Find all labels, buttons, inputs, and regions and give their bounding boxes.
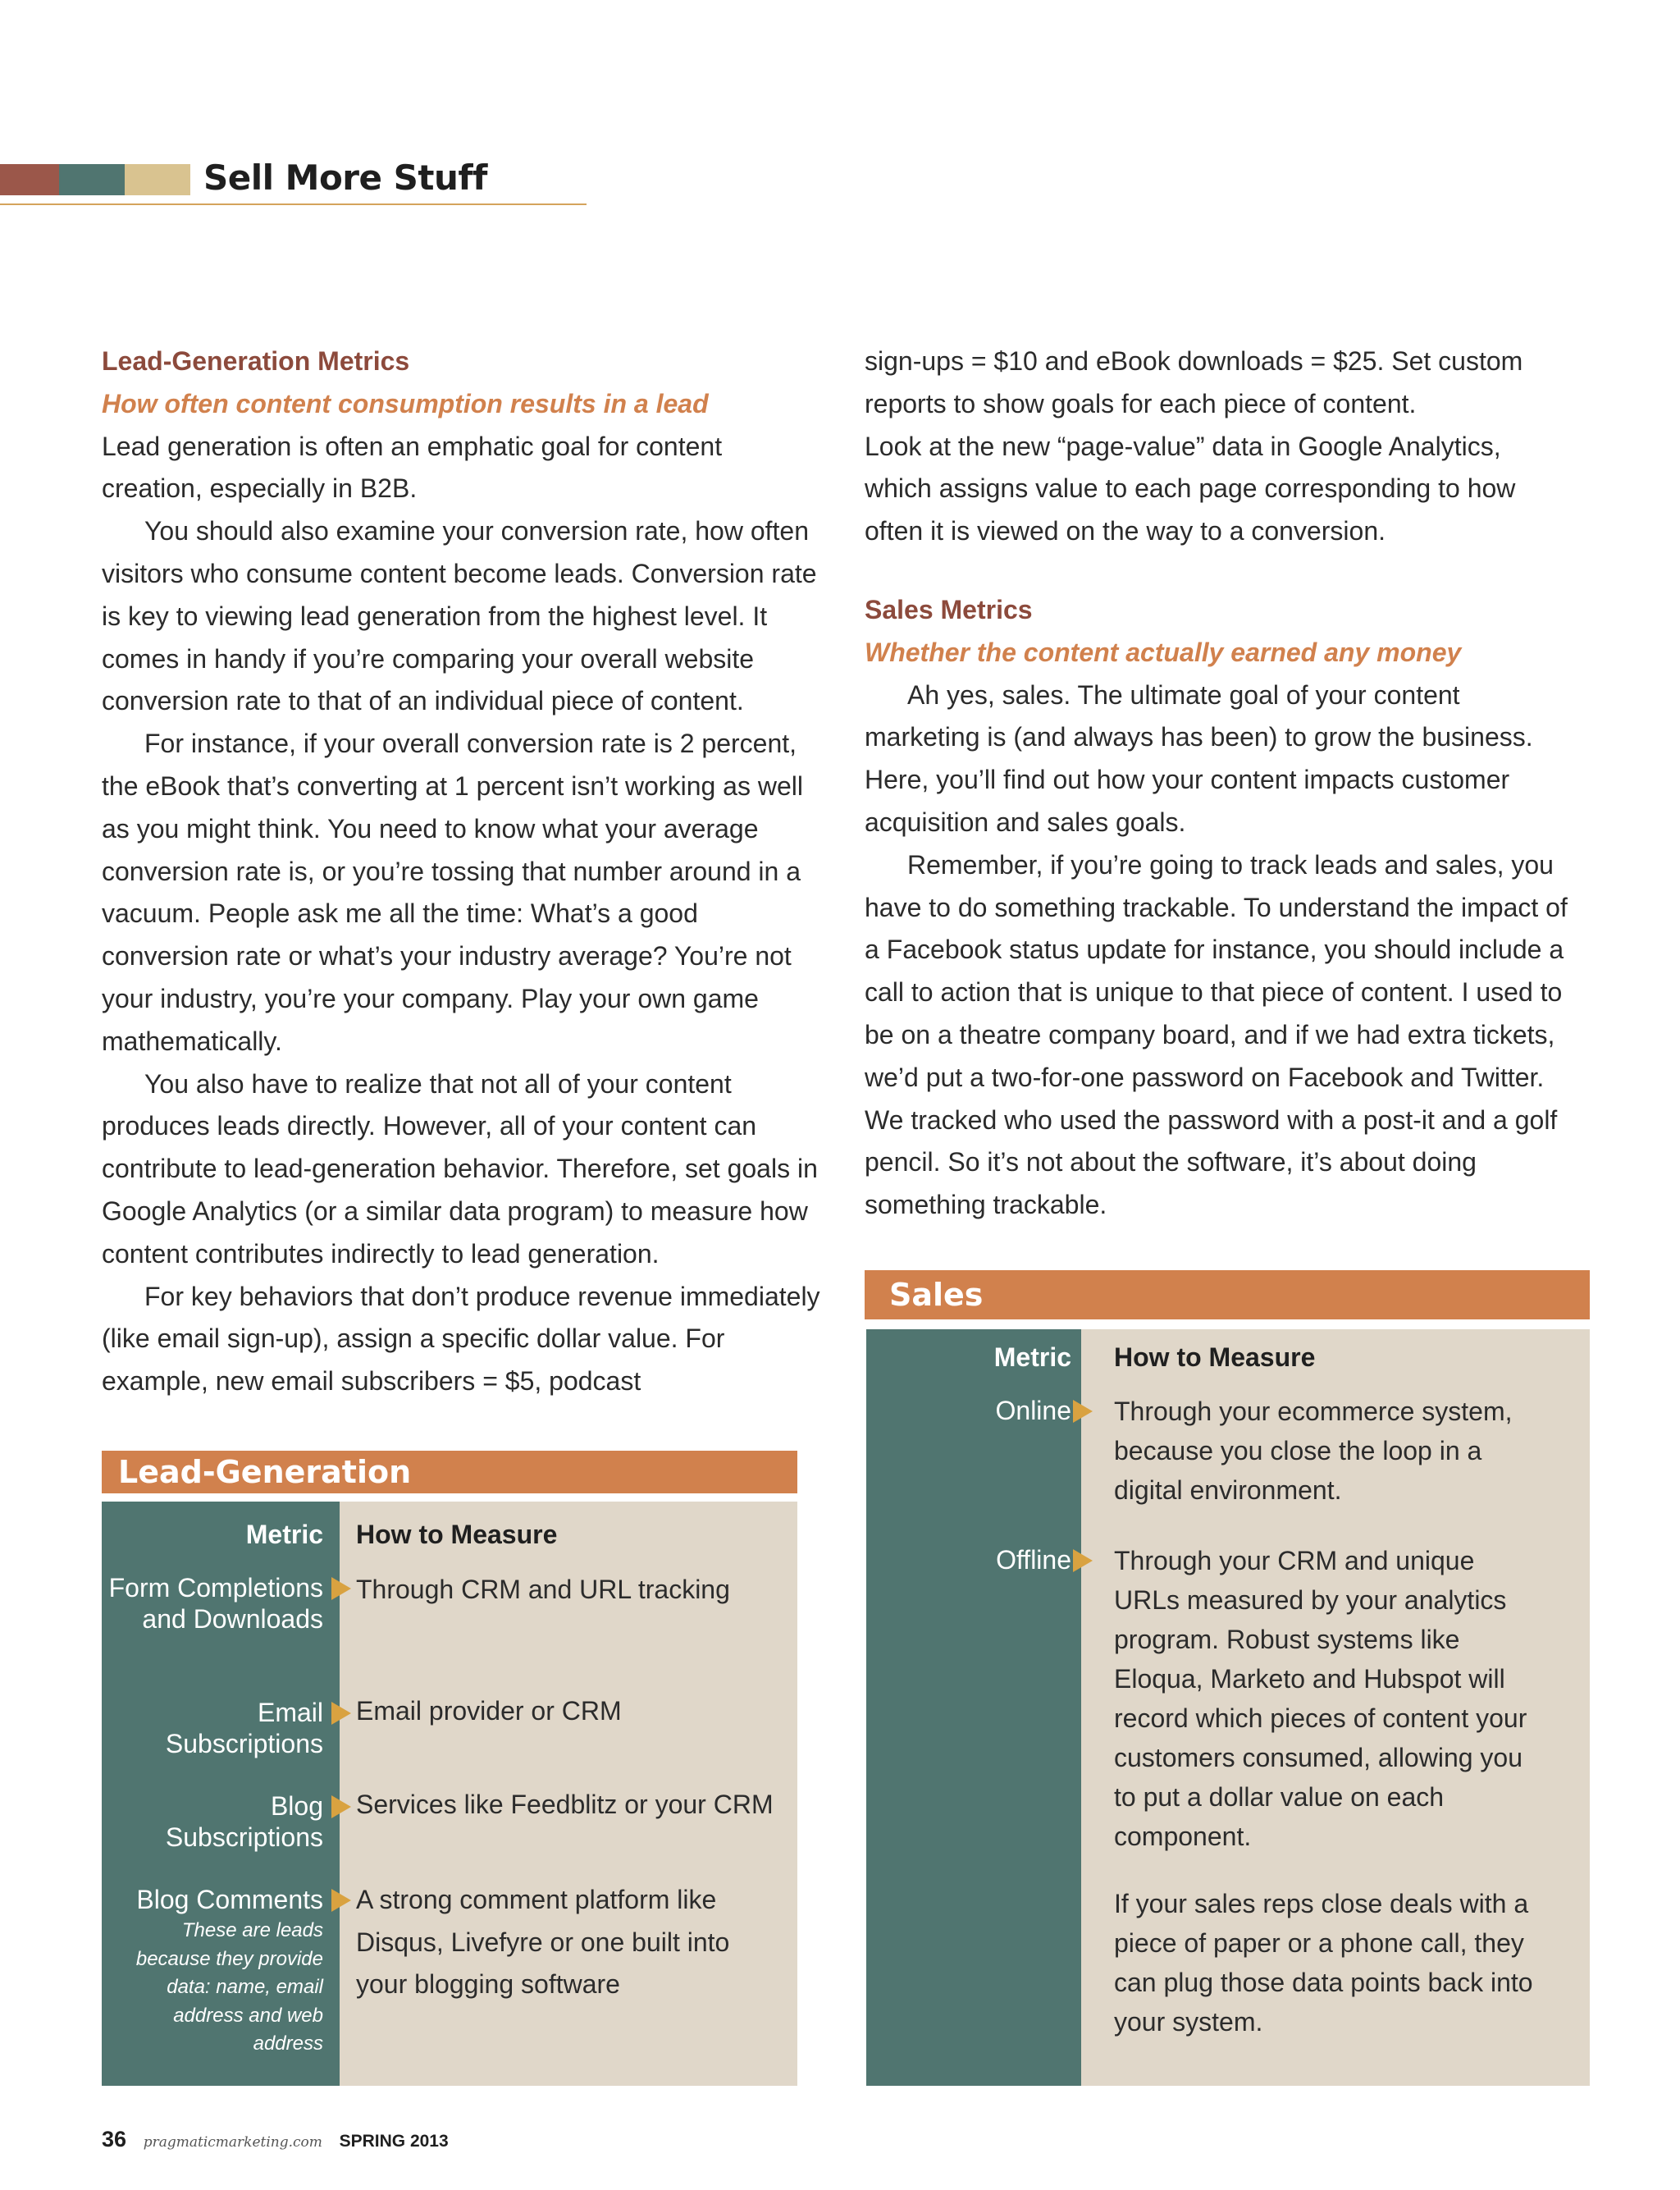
sales-subheading: Whether the content actually earned any money [865, 637, 1462, 667]
sales-table [866, 1329, 1590, 2086]
right-column [865, 341, 1570, 1227]
section-title: Sell More Stuff [203, 158, 487, 198]
lead-row-metric: Form Completions and Downloads [108, 1573, 323, 1634]
arrow-icon [331, 1702, 351, 1725]
body-paragraph: Ah yes, sales. The ultimate goal of your content marketing is (and always has been) to grow the business. Here, you’ll find out how your content impacts customer acquisition and sales goals. [865, 679, 1533, 837]
arrow-icon [331, 1795, 351, 1818]
sales-row-how: Through your ecommerce system, because you close the loop in a digital environment. [1114, 1397, 1513, 1505]
lead-gen-table [102, 1502, 797, 2086]
footer [102, 2127, 449, 2152]
footer-issue: SPRING 2013 [339, 2132, 449, 2151]
body-paragraph: For key behaviors that don’t produce revenue immediately (like email sign-up), assign a specific dollar value. For example, new email subscribers = $5, podcast [102, 1281, 820, 1397]
sales-row-how: Through your CRM and unique URLs measured by your analytics program. Robust systems like Eloqua, Marketo and Hubspot will record which pieces of content your customers consumed, allowing you to put a dollar value on each component. [1114, 1546, 1527, 1851]
lead-col-metric-header: Metric [245, 1520, 323, 1549]
lead-row-how: Email provider or CRM [356, 1696, 622, 1726]
lead-row-metric: Email Subscriptions [165, 1698, 323, 1758]
lead-row-how: Through CRM and URL tracking [356, 1575, 730, 1604]
body-paragraph: You should also examine your conversion rate, how often visitors who consume content become leads. Conversion rate is key to viewing lead generation from the highest level. It comes in handy if you’re comparing your overall website conversion rate to that of an individual piece of content. [102, 516, 817, 716]
section-rule [0, 203, 587, 205]
lead-row-how: Services like Feedblitz or your CRM [356, 1790, 774, 1819]
body-paragraph: Remember, if you’re going to track leads and sales, you have to do something trackable. To understand the impact of a Facebook status update for instance, you should include a call to action that is unique to that piece of content. I used to be on a theatre company board, and if we had extra tickets, we’d put a two-for-one password on Facebook and Twitter. We tracked who used the password with a post-it and a golf pencil. So it’s not about the software, it’s about doing something trackable. [865, 849, 1568, 1220]
color-bar-teal [59, 164, 125, 195]
body-paragraph: You also have to realize that not all of your content produces leads directly. However, all of your content can contribute to lead-generation behavior. Therefore, set goals in Google Analytics (or a similar data program) to measure how content contributes indirectly to lead generation. [102, 1068, 818, 1269]
arrow-icon [331, 1889, 351, 1912]
sales-col-how-header: How to Measure [1114, 1342, 1316, 1372]
arrow-icon [1073, 1400, 1093, 1423]
left-column [102, 341, 824, 1403]
lead-col-how-header: How to Measure [356, 1520, 558, 1549]
sales-row-how-extra: If your sales reps close deals with a piece of paper or a phone call, they can plug those data points back into your system. [1114, 1889, 1533, 2037]
sales-col-metric-header: Metric [993, 1342, 1071, 1372]
body-paragraph: Lead generation is often an emphatic goal for content creation, especially in B2B. [102, 431, 723, 504]
body-paragraph: For instance, if your overall conversion rate is 2 percent, the eBook that’s converting at 1 percent isn’t working as well as you might think. You need to know what your average conversion rate is, or you’re tossing that number around in a vacuum. People ask me all the time: What’s a good conversion rate or what’s your industry average? You’re not your industry, you’re your company. Play your own game mathematically. [102, 729, 803, 1056]
body-paragraph: sign-ups = $10 and eBook downloads = $25. Set custom reports to show goals for each piece of content. [865, 346, 1523, 418]
lead-gen-box-title: Lead-Generation [102, 1451, 797, 1493]
sales-heading: Sales Metrics [865, 594, 1033, 624]
color-bar-red [0, 164, 59, 195]
lead-row-note: These are leads because they provide data: name, email address and web address [135, 1919, 323, 2055]
sales-row-metric: Offline [996, 1545, 1071, 1575]
arrow-icon [1073, 1549, 1093, 1572]
page-number: 36 [102, 2127, 127, 2151]
sales-row-metric: Online [995, 1396, 1071, 1425]
lead-row-metric: Blog Subscriptions [165, 1791, 323, 1852]
footer-website: pragmaticmarketing.com [143, 2134, 322, 2151]
body-paragraph: Look at the new “page-value” data in Google Analytics, which assigns value to each page corresponding to how often it is viewed on the way to a conversion. [865, 431, 1516, 546]
lead-row-metric: Blog Comments [136, 1885, 323, 1914]
lead-row-how: A strong comment platform like Disqus, Livefyre or one built into your blogging software [356, 1885, 730, 1999]
lead-gen-heading: Lead-Generation Metrics [102, 346, 410, 376]
sales-box-title: Sales [865, 1270, 1590, 1319]
arrow-icon [331, 1577, 351, 1600]
lead-gen-subheading: How often content consumption results in a lead [102, 388, 709, 418]
color-bar-tan [125, 164, 190, 195]
